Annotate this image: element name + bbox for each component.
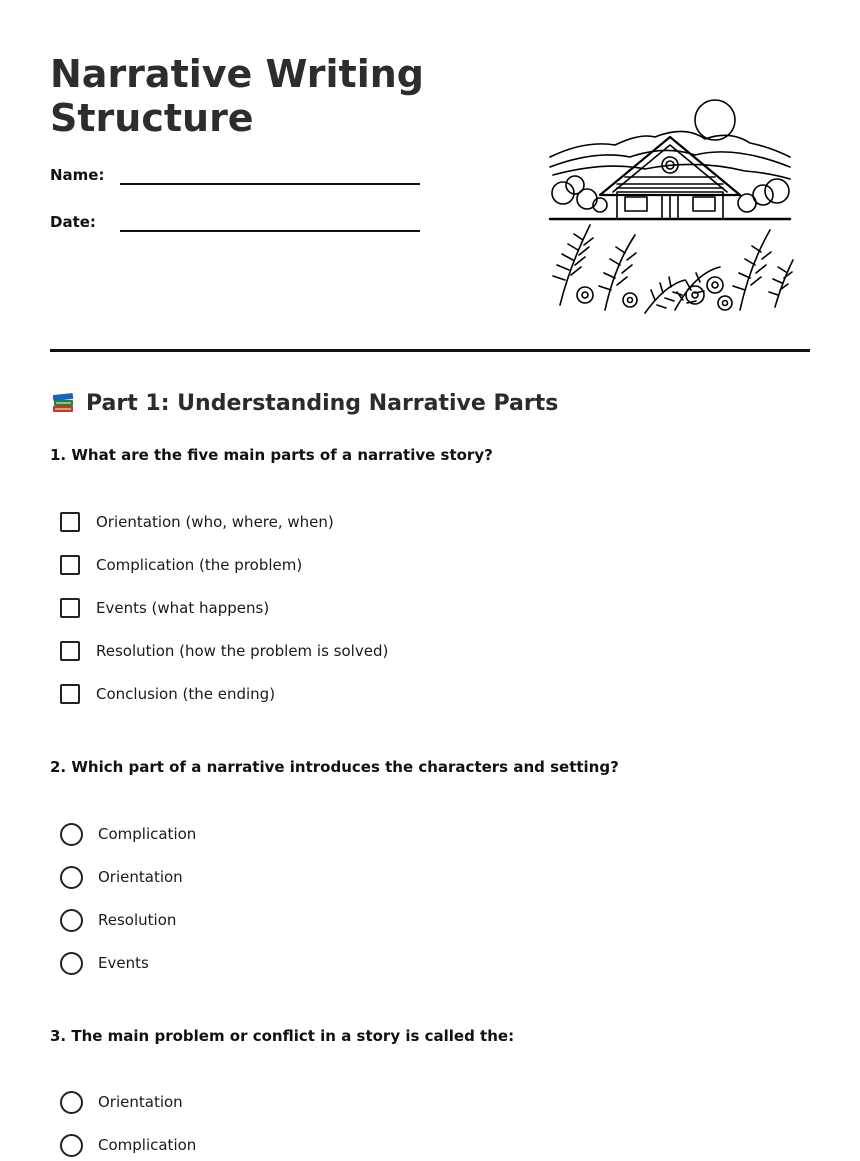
- question-3-text: 3. The main problem or conflict in a story is called the:: [50, 1027, 515, 1045]
- option-label: Complication: [98, 825, 197, 843]
- checkbox[interactable]: [60, 641, 80, 661]
- q2-option-events[interactable]: [60, 950, 149, 976]
- radio-button[interactable]: [60, 866, 83, 889]
- date-field: [50, 213, 420, 243]
- checkbox[interactable]: [60, 512, 80, 532]
- date-input-line[interactable]: [120, 230, 420, 232]
- q1-option-events[interactable]: [60, 595, 269, 621]
- q1-option-complication[interactable]: [60, 552, 302, 578]
- worksheet-title: Narrative Writing Structure: [50, 52, 424, 140]
- option-label: Orientation: [98, 1093, 183, 1111]
- option-label: Events (what happens): [96, 599, 270, 617]
- books-icon: [50, 390, 76, 416]
- q1-option-resolution[interactable]: [60, 638, 388, 664]
- option-label: Complication: [98, 1136, 197, 1154]
- q2-option-orientation[interactable]: [60, 864, 183, 890]
- radio-button[interactable]: [60, 1134, 83, 1157]
- radio-button[interactable]: [60, 952, 83, 975]
- name-field: [50, 166, 420, 196]
- question-2-text: 2. Which part of a narrative introduces the characters and setting?: [50, 758, 619, 776]
- radio-button[interactable]: [60, 823, 83, 846]
- option-label: Resolution: [98, 911, 177, 929]
- header-divider: [50, 349, 810, 352]
- option-label: Resolution (how the problem is solved): [96, 642, 389, 660]
- question-1-text: 1. What are the five main parts of a narrative story?: [50, 446, 493, 464]
- checkbox[interactable]: [60, 555, 80, 575]
- checkbox[interactable]: [60, 684, 80, 704]
- q2-option-complication[interactable]: [60, 821, 196, 847]
- option-label: Complication (the problem): [96, 556, 303, 574]
- radio-button[interactable]: [60, 909, 83, 932]
- name-input-line[interactable]: [120, 183, 420, 185]
- option-label: Orientation (who, where, when): [96, 513, 334, 531]
- section-title: Part 1: Understanding Narrative Parts: [86, 390, 559, 416]
- checkbox[interactable]: [60, 598, 80, 618]
- cottage-landscape-illustration: [545, 95, 795, 320]
- q1-option-orientation[interactable]: [60, 509, 334, 535]
- q3-option-complication[interactable]: [60, 1132, 196, 1158]
- option-label: Orientation: [98, 868, 183, 886]
- date-label: Date:: [50, 213, 96, 231]
- q2-option-resolution[interactable]: [60, 907, 176, 933]
- option-label: Conclusion (the ending): [96, 685, 276, 703]
- option-label: Events: [98, 954, 149, 972]
- q3-option-orientation[interactable]: [60, 1089, 183, 1115]
- section-heading: [50, 390, 558, 416]
- name-label: Name:: [50, 166, 105, 184]
- q1-option-conclusion[interactable]: [60, 681, 275, 707]
- radio-button[interactable]: [60, 1091, 83, 1114]
